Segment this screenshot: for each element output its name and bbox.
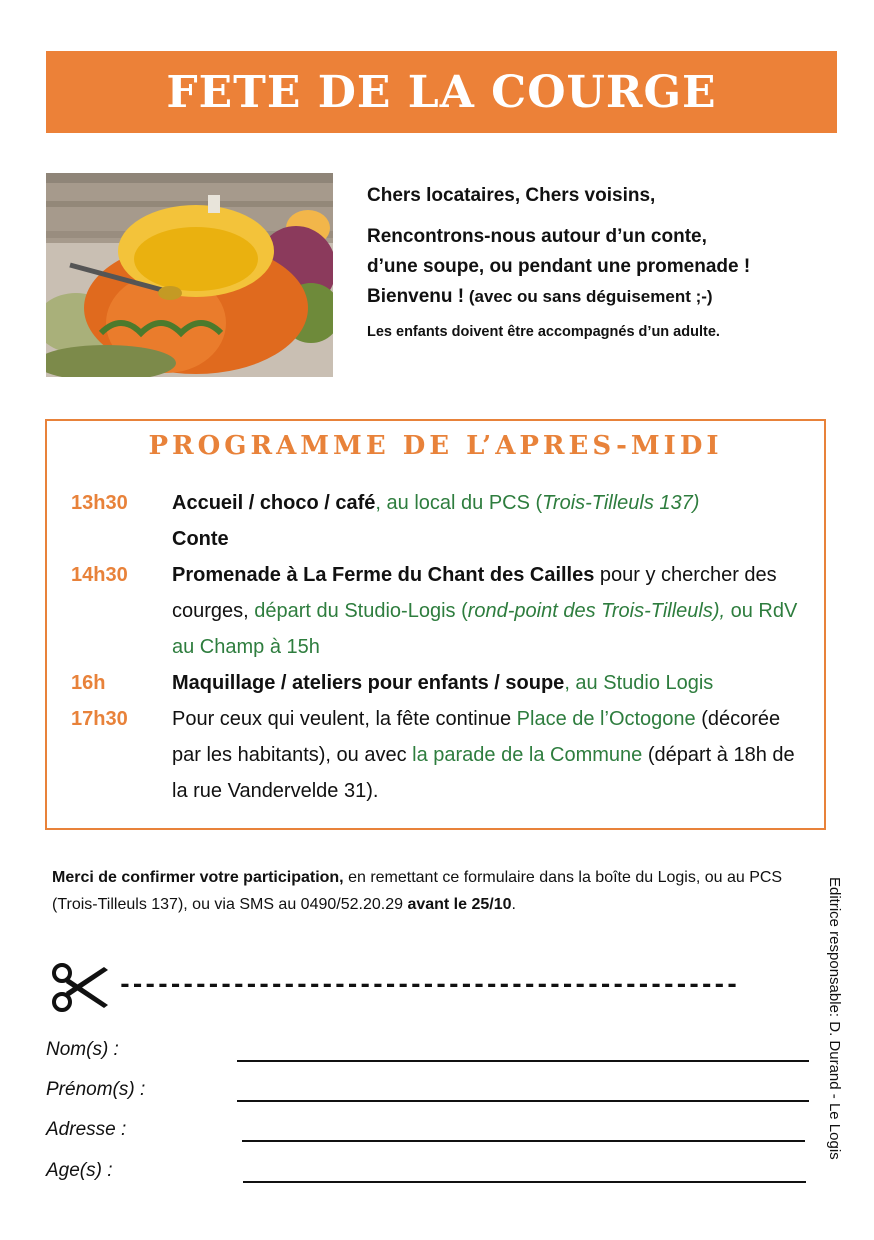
costume-note: (avec ou sans déguisement ;-): [464, 287, 713, 306]
location: , au local du PCS (: [375, 492, 543, 514]
name-line[interactable]: [237, 1060, 809, 1062]
address-line[interactable]: [242, 1140, 805, 1142]
program-time: 13h30: [71, 492, 128, 514]
cut-line: -------------------------------------------------: [118, 972, 738, 998]
program-time: 17h30: [71, 708, 128, 730]
location-detail: Trois-Tilleuls 137): [542, 492, 700, 514]
activity: Accueil / choco / café: [172, 492, 376, 514]
location: Place de l’Octogone: [516, 708, 696, 730]
children-note: Les enfants doivent être accompagnés d’un adulte.: [367, 324, 720, 340]
scissors-icon: [48, 963, 110, 1013]
program-list: [71, 485, 811, 809]
confirm-end: .: [511, 896, 516, 913]
program-row: [71, 485, 811, 557]
title-banner: [46, 51, 837, 133]
firstname-line[interactable]: [237, 1100, 809, 1102]
program-heading: PROGRAMME DE L’APRES-MIDI: [148, 431, 723, 461]
pumpkin-soup-photo: [46, 173, 333, 377]
location: la parade de la Commune: [412, 744, 643, 766]
invitation-line-2: d’une soupe, ou pendant une promenade !: [367, 256, 751, 277]
location-detail: rond-point des Trois-Tilleuls),: [467, 600, 726, 622]
program-row: [71, 701, 811, 809]
age-field: [46, 1160, 811, 1190]
program-text: [172, 701, 811, 809]
firstname-field: [46, 1079, 811, 1109]
address-label: Adresse :: [46, 1119, 127, 1140]
name-field: [46, 1039, 811, 1069]
activity: Promenade à La Ferme du Chant des Cailles: [172, 564, 595, 586]
activity-detail: (départ à 18h de la rue Vandervelde 31).: [172, 744, 795, 802]
editor-credit: Editrice responsable: D. Durand - Le Logis: [826, 877, 843, 1160]
invitation-line-1: Rencontrons-nous autour d’un conte,: [367, 226, 707, 247]
location: ou RdV au Champ à 15h: [172, 600, 798, 658]
confirmation-text: [52, 864, 792, 918]
location: départ du Studio-Logis (: [254, 600, 468, 622]
confirm-lead: Merci de confirmer votre participation,: [52, 869, 344, 886]
program-box: [45, 419, 826, 830]
program-time: 16h: [71, 672, 106, 694]
program-text: [172, 665, 811, 701]
confirm-deadline: avant le 25/10: [407, 896, 512, 913]
age-line[interactable]: [243, 1181, 806, 1183]
activity: Maquillage / ateliers pour enfants / soupe: [172, 672, 565, 694]
welcome-text: Bienvenu !: [367, 286, 465, 307]
program-row: [71, 557, 811, 665]
intro-text: [367, 182, 827, 340]
invitation-message: [367, 222, 827, 312]
firstname-label: Prénom(s) :: [46, 1079, 146, 1100]
address-field: [46, 1119, 811, 1149]
program-row: [71, 665, 811, 701]
pumpkin-soup-image: [46, 173, 333, 377]
activity: Pour ceux qui veulent, la fête continue: [172, 708, 517, 730]
activity-detail: (décorée par les habitants), ou avec: [172, 708, 781, 766]
activity: Conte: [172, 528, 229, 550]
age-label: Age(s) :: [46, 1160, 113, 1181]
program-text: [172, 557, 811, 665]
location: , au Studio Logis: [564, 672, 714, 694]
program-text: [172, 485, 811, 557]
greeting: Chers locataires, Chers voisins,: [367, 185, 656, 206]
activity-detail: pour y chercher des courges,: [172, 564, 777, 622]
name-label: Nom(s) :: [46, 1039, 119, 1060]
page-title: FETE DE LA COURGE: [166, 66, 717, 118]
program-time: 14h30: [71, 564, 128, 586]
confirm-body: en remettant ce formulaire dans la boîte du Logis, ou au PCS (Trois-Tilleuls 137), ou via SMS au 0490/52.20.29: [52, 869, 783, 913]
